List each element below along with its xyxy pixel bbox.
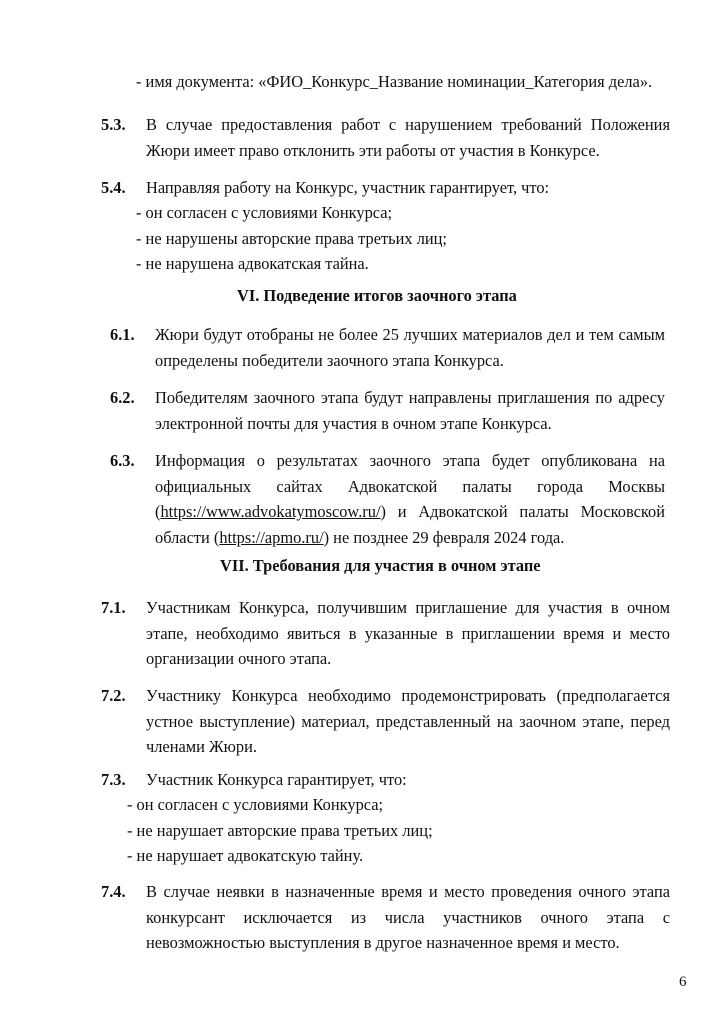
list-item: - не нарушает авторские права третьих лиц; <box>127 820 433 840</box>
apmo-website-link[interactable]: https://apmo.ru/ <box>219 527 324 547</box>
clause-number-7-2: 7.2. <box>101 686 126 705</box>
section-6-heading: VI. Подведение итогов заочного этапа <box>237 286 517 305</box>
clause-number-7-3: 7.3. <box>101 770 126 789</box>
clause-7-3-lead: Участник Конкурса гарантирует, что: <box>146 770 407 789</box>
clause-7-3-list <box>127 792 433 869</box>
clause-5-4-list <box>136 200 447 277</box>
clause-number-6-2: 6.2. <box>110 388 135 407</box>
clause-6-1-text: Жюри будут отобраны не более 25 лучших материалов дел и тем самым определены победители заочного этапа Конкурса. <box>155 325 665 370</box>
document-name-rule: - имя документа: «ФИО_Конкурс_Название номинации_Категория дела». <box>136 72 653 91</box>
clause-number-7-4: 7.4. <box>101 882 126 901</box>
list-item: - не нарушены авторские права третьих лиц; <box>136 228 447 248</box>
clause-number-7-1: 7.1. <box>101 598 126 617</box>
clause-7-4-text: В случае неявки в назначенные время и место проведения очного этапа конкурсант исключается из числа участников очного этапа с невозможностью выступления в другое назначенное время и место. <box>146 882 670 952</box>
clause-6-3-text-b: ) и Адвокатской палаты Московской области ( <box>155 502 665 547</box>
clause-number-5-3: 5.3. <box>101 115 126 134</box>
clause-5-3-text: В случае предоставления работ с нарушением требований Положения Жюри имеет право отклонить эти работы от участия в Конкурсе. <box>146 115 670 160</box>
list-item: - не нарушена адвокатская тайна. <box>136 254 369 273</box>
list-item: - не нарушает адвокатскую тайну. <box>127 846 364 865</box>
clause-6-3-text-c: ) не позднее 29 февраля 2024 года. <box>323 527 565 547</box>
clause-7-1-text: Участникам Конкурса, получившим приглашение для участия в очном этапе, необходимо явиться в указанные в приглашении время и место организации очного этапа. <box>146 598 670 668</box>
clause-6-2-text: Победителям заочного этапа будут направлены приглашения по адресу электронной почты для участия в очном этапе Конкурса. <box>155 388 665 433</box>
clause-5-4-lead: Направляя работу на Конкурс, участник гарантирует, что: <box>146 178 550 197</box>
clause-number-6-1: 6.1. <box>110 325 135 344</box>
page-number: 6 <box>679 974 687 990</box>
list-item: - он согласен с условиями Конкурса; <box>136 203 393 222</box>
clause-6-3-text-a: Информация о результатах заочного этапа будет опубликована на официальных сайтах Адвокатской палаты города Москвы ( <box>155 451 665 521</box>
section-7-heading: VII. Требования для участия в очном этапе <box>220 556 541 575</box>
clause-number-5-4: 5.4. <box>101 178 126 197</box>
list-item: - он согласен с условиями Конкурса; <box>127 795 384 814</box>
clause-7-2-text: Участнику Конкурса необходимо продемонстрировать (предполагается устное выступление) материал, представленный на заочном этапе, перед членами Жюри. <box>146 686 670 756</box>
clause-6-3-text <box>155 448 665 550</box>
clause-number-6-3: 6.3. <box>110 451 135 470</box>
apm-website-link[interactable]: https://www.advokatymoscow.ru/ <box>160 502 381 521</box>
